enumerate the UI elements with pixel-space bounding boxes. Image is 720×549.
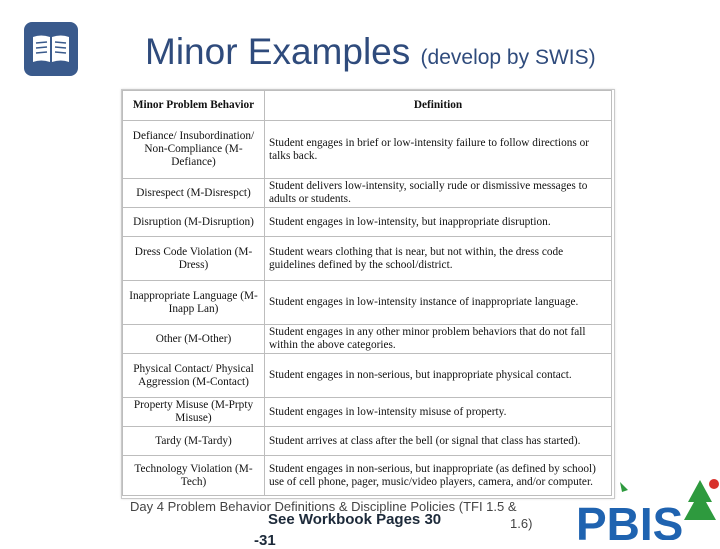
pbis-logo-text: PBIS [576, 498, 684, 540]
title-main: Minor Examples [145, 31, 411, 72]
footer-course-line-end: 1.6) [510, 516, 533, 531]
behavior-cell: Physical Contact/ Physical Aggression (M-Contact) [123, 354, 265, 398]
behavior-cell: Other (M-Other) [123, 325, 265, 354]
definition-cell: Student engages in low-intensity, but inappropriate disruption. [265, 208, 612, 237]
footer-course-line: Day 4 Problem Behavior Definitions & Discipline Policies (TFI 1.5 & [130, 499, 517, 514]
table-row [123, 237, 612, 281]
table-row [123, 427, 612, 456]
definition-cell: Student arrives at class after the bell (or signal that class has started). [265, 427, 612, 456]
definition-cell: Student engages in low-intensity instance of inappropriate language. [265, 281, 612, 325]
table-row [123, 456, 612, 496]
definition-cell: Student engages in low-intensity misuse of property. [265, 398, 612, 427]
footer-workbook-pages-end: -31 [254, 532, 276, 549]
definition-cell: Student wears clothing that is near, but not within, the dress code guidelines defined by the school/district. [265, 237, 612, 281]
header-behavior: Minor Problem Behavior [123, 91, 265, 121]
table-row [123, 179, 612, 208]
table-row [123, 398, 612, 427]
definitions-table-container [121, 89, 615, 499]
table-row [123, 121, 612, 179]
behavior-cell: Inappropriate Language (M-Inapp Lan) [123, 281, 265, 325]
behavior-cell: Defiance/ Insubordination/ Non-Compliance (M-Defiance) [123, 121, 265, 179]
table-header-row [123, 91, 612, 121]
title-subtitle: (develop by SWIS) [420, 46, 596, 69]
minor-behavior-table [122, 90, 612, 496]
table-row [123, 354, 612, 398]
definition-cell: Student delivers low-intensity, socially rude or dismissive messages to adults or students. [265, 179, 612, 208]
definition-cell: Student engages in non-serious, but inappropriate physical contact. [265, 354, 612, 398]
definition-cell: Student engages in brief or low-intensity failure to follow directions or talks back. [265, 121, 612, 179]
behavior-cell: Property Misuse (M-Prpty Misuse) [123, 398, 265, 427]
behavior-cell: Dress Code Violation (M-Dress) [123, 237, 265, 281]
footer-workbook-pages: See Workbook Pages 30 [268, 511, 442, 528]
behavior-cell: Technology Violation (M-Tech) [123, 456, 265, 496]
behavior-cell: Tardy (M-Tardy) [123, 427, 265, 456]
book-icon [24, 22, 78, 76]
table-row [123, 208, 612, 237]
table-row [123, 281, 612, 325]
pbis-logo [576, 476, 720, 540]
header-definition: Definition [265, 91, 612, 121]
definition-cell: Student engages in any other minor problem behaviors that do not fall within the above categories. [265, 325, 612, 354]
definition-cell: Student engages in non-serious, but inappropriate (as defined by school) use of cell phone, pager, music/video players, camera, and/or computer. [265, 456, 612, 496]
table-row [123, 325, 612, 354]
behavior-cell: Disruption (M-Disruption) [123, 208, 265, 237]
behavior-cell: Disrespect (M-Disrespct) [123, 179, 265, 208]
page-title [145, 30, 596, 80]
